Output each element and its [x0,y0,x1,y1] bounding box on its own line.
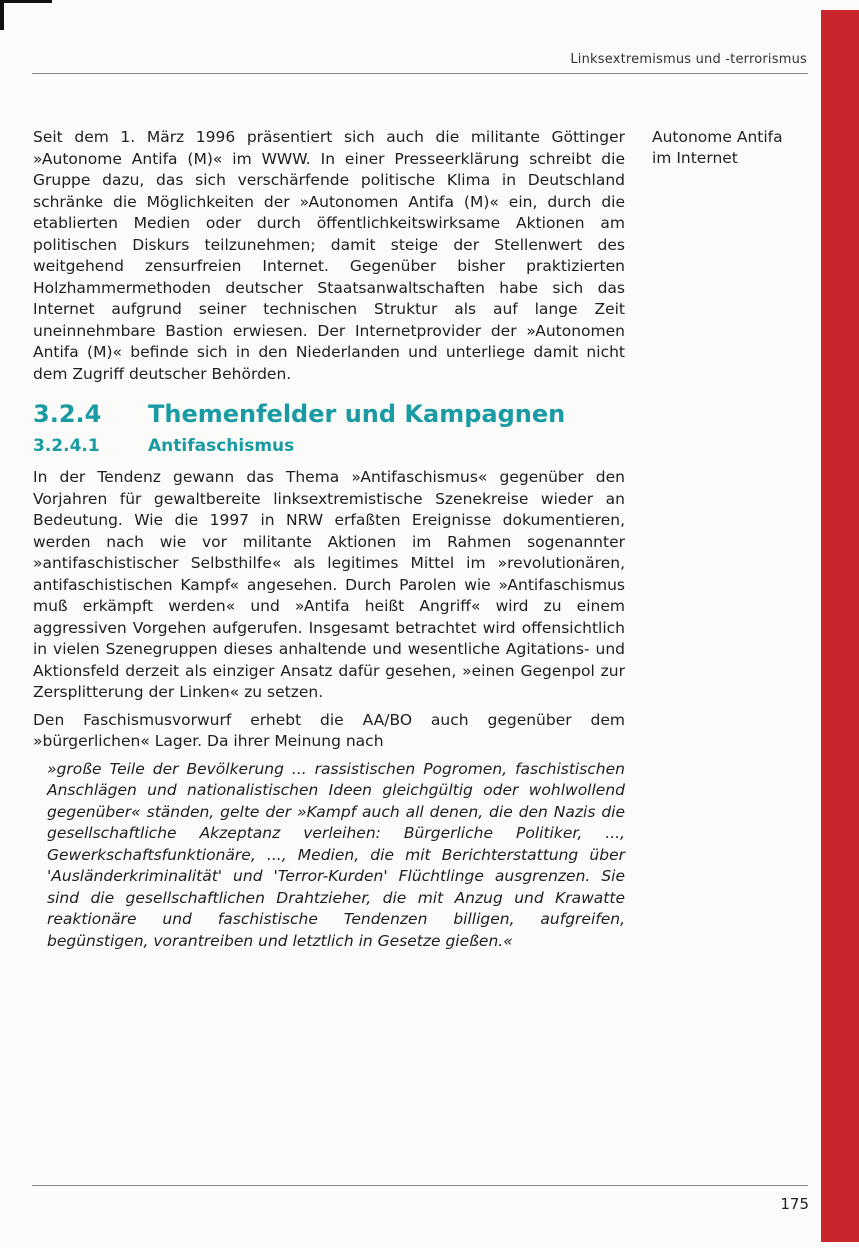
block-quote: »große Teile der Bevölkerung ... rassistischen Pogromen, faschistischen Anschlägen und nationalistischen Ideen gleichgültig oder wohlwollend gegenüber« ständen, gelte der »Kampf auch all denen, die den Nazis die gesellschaftliche Akzeptanz verleihen: Bürgerliche Politiker, ..., Gewerkschaftsfunktionäre, ..., Medien, die mit Berichterstattung über 'Ausländerkriminalität' und 'Terror-Kurden' Flüchtlinge ausgrenzen. Sie sind die gesellschaftlichen Drahtzieher, die mit Anzug und Krawatte reaktionäre und faschistische Tendenzen billigen, aufgreifen, begünstigen, vorantreiben und letztlich in Gesetze gießen.« [47,759,625,950]
section-number: 3.2.4 [33,400,102,428]
margin-note-line: im Internet [652,149,738,167]
page-number: 175 [780,1195,809,1213]
body-paragraph: In der Tendenz gewann das Thema »Antifaschismus« gegenüber den Vorjahren für gewaltbereite linksextremistische Szenekreise wieder an Bedeutung. Wie die 1997 in NRW erfaßten Ereignisse dokumentieren, werden nach wie vor militante Aktionen im Rahmen sogenannter »antifaschistischer Selbsthilfe« als legitimes Mittel im »revolutionären, antifaschistischen Kampf« angesehen. Durch Parolen wie »Antifaschismus muß erkämpft werden« und »Antifa heißt Angriff« wird zu einem aggressiven Vorgehen aufgerufen. Insgesamt betrachtet wird offensichtlich in vielen Szenegruppen dieses anhaltende und wesentliche Agitations- und Aktionsfeld derzeit als einziger Ansatz dafür gesehen, »einen Gegenpol zur Zersplitterung der Linken« zu setzen. [33,468,625,701]
subsection-number: 3.2.4.1 [33,436,100,456]
section-heading [33,398,625,430]
section-title: Themenfelder und Kampagnen [148,400,566,428]
crop-mark [0,0,52,17]
margin-note [652,127,812,169]
subsection-title: Antifaschismus [148,436,295,456]
margin-note-line: Autonome Antifa [652,128,783,146]
main-text [33,127,625,952]
header-rule [32,73,808,74]
footer-rule [32,1185,808,1186]
subsection-heading [33,434,625,458]
body-paragraph: Den Faschismusvorwurf erhebt die AA/BO auch gegenüber dem »bürgerlichen« Lager. Da ihrer Meinung nach [33,710,625,750]
chapter-edge-bar [821,10,859,1242]
intro-paragraph: Seit dem 1. März 1996 präsentiert sich auch die militante Göttinger »Autonome Antifa (M)« im WWW. In einer Presseerklärung schreibt die Gruppe dazu, das sich verschärfende politische Klima in Deutschland schränke die Möglichkeiten der »Autonomen Antifa (M)« ein, durch die etablierten Medien oder durch öffentlichkeitswirksame Aktionen am politischen Diskurs teilzunehmen; damit steige der Stellenwert des weitgehend zensurfreien Internet. Gegenüber bisher praktizierten Holzhammermethoden deutscher Staatsanwaltschaften habe sich das Internet aufgrund seiner technischen Struktur als auf lange Zeit uneinnehmbare Bastion erwiesen. Der Internetprovider der »Autonomen Antifa (M)« befinde sich in den Niederlanden und unterliege damit nicht dem Zugriff deutscher Behörden. [33,128,625,383]
running-head: Linksextremismus und -terrorismus [570,52,807,67]
